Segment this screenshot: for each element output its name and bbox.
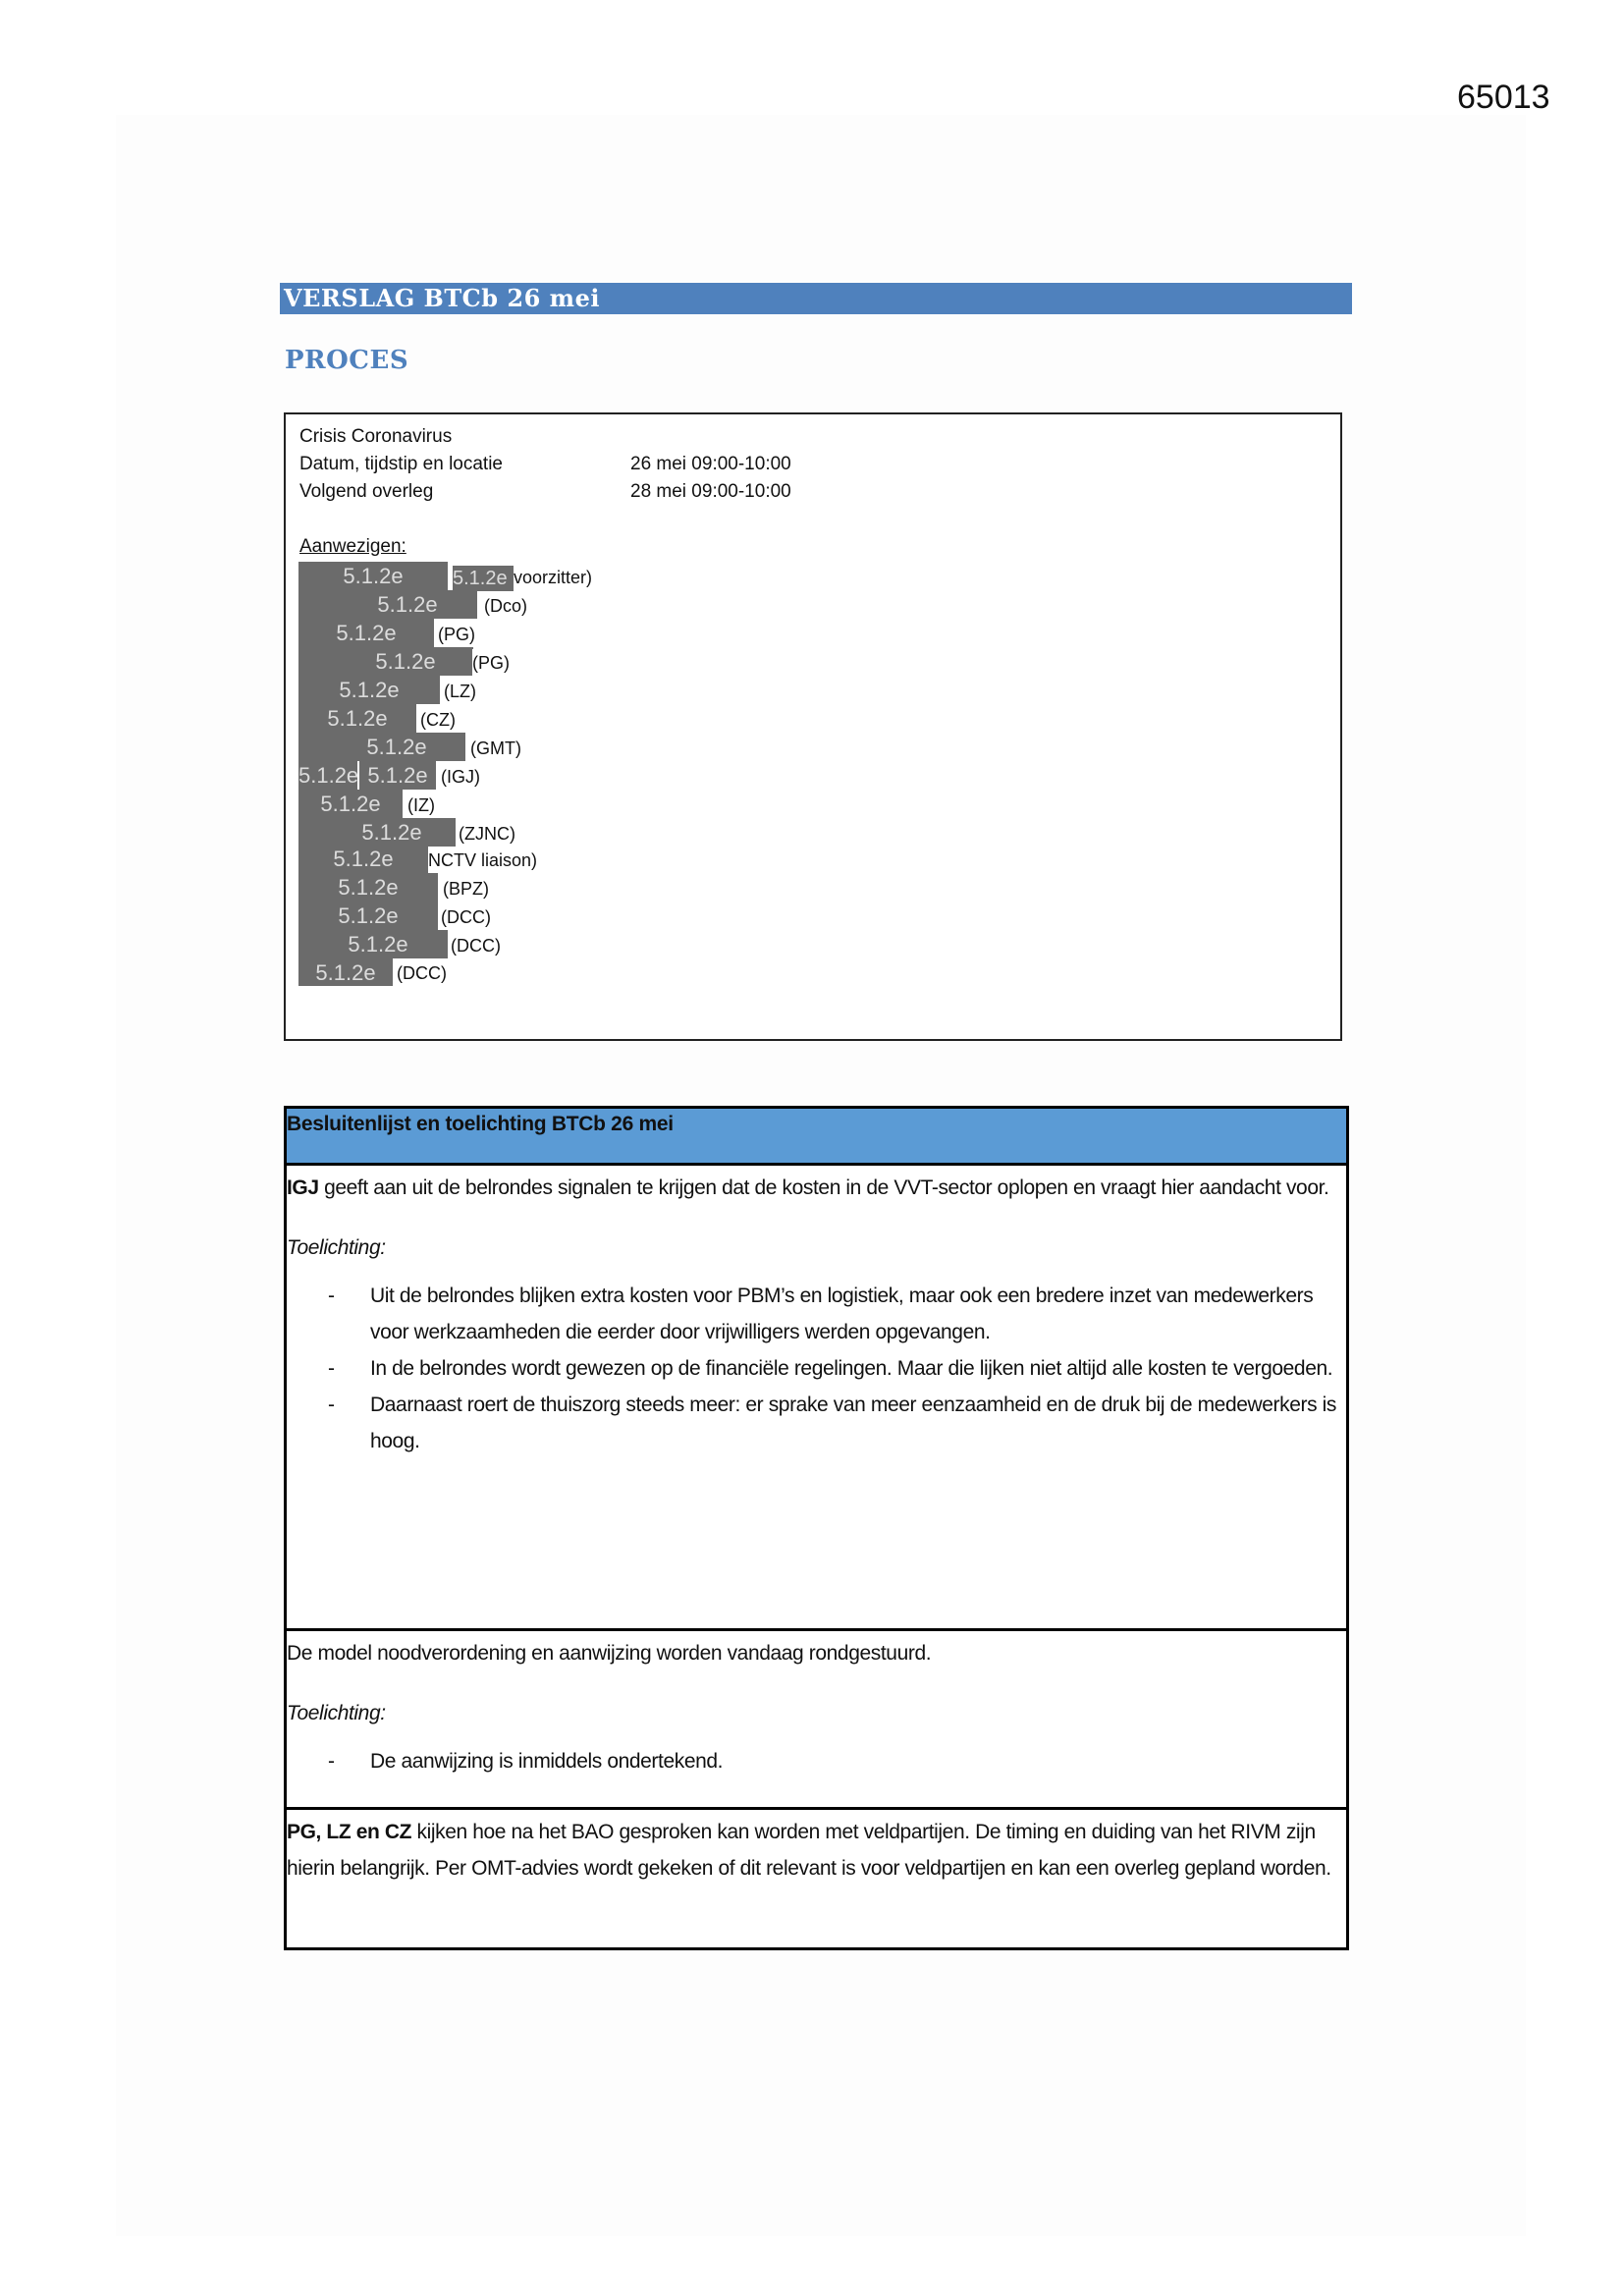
redacted-name: 5.1.2e [298,704,416,733]
date-value: 26 mei 09:00-10:00 [630,454,791,474]
explanation-label: Toelichting: [287,1702,386,1724]
explanation-label: Toelichting: [287,1236,386,1259]
decision-row [287,1166,1346,1631]
explanation-list [287,1743,1338,1779]
redacted-name: 5.1.2e [298,733,465,761]
bullet-dash: - [328,1750,335,1773]
redacted-name: 5.1.2e [298,590,477,619]
decision-lead: PG, LZ en CZ [287,1821,412,1843]
attendee-role: (PG) [438,621,475,649]
decision-row [287,1631,1346,1810]
redacted-name: 5.1.2e [298,902,438,930]
attendee-role: (PG) [472,649,510,678]
decision-body: geeft aan uit de belrondes signalen te krijgen dat de kosten in de VVT-sector oplopen en vraagt hier aandacht voor. [318,1176,1329,1199]
attendee-role: (DCC) [397,959,447,988]
date-label: Datum, tijdstip en locatie [299,454,503,474]
attendee-role: (GMT) [470,735,521,763]
decision-lead: IGJ [287,1176,319,1199]
redacted-name: 5.1.2e [298,619,434,647]
explanation-item [287,1387,1338,1459]
redacted-name: 5.1.2e [298,818,456,847]
decision-row [287,1810,1346,1947]
bullet-dash: - [328,1285,335,1307]
explanation-list [287,1278,1338,1459]
redacted-name: 5.1.2e [298,958,393,986]
decisions-table [284,1106,1349,1950]
report-title-bar: VERSLAG BTCb 26 mei [280,283,1352,314]
document-number: 65013 [1457,79,1550,116]
attendee-role: NCTV liaison) [428,847,537,875]
decision-body: De model noodverordening en aanwijzing worden vandaag rondgestuurd. [287,1642,932,1665]
attendee-role: (DCC) [451,932,501,960]
explanation-text: In de belrondes wordt gewezen op de financiële regelingen. Maar die lijken niet altijd alle kosten te vergoeden. [370,1357,1333,1380]
redacted-name: 5.1.2e [298,790,403,818]
section-heading-proces: PROCES [285,346,409,375]
attendee-role: (LZ) [444,678,476,706]
attendee-role: (Dco) [484,592,527,621]
redacted-name: 5.1.2e [298,930,448,958]
decision-body: kijken hoe na het BAO gesproken kan worden met veldpartijen. De timing en duiding van het RIVM zijn hierin belangrijk. Per OMT-advies wordt gekeken of dit relevant is voor veldpartijen en kan een overleg gepland worden. [287,1821,1331,1880]
redacted-name: 5.1.2e [453,566,514,591]
explanation-item [287,1743,1338,1779]
explanation-item [287,1350,1338,1387]
attendee-role: (DCC) [441,903,491,932]
decisions-table-header: Besluitenlijst en toelichting BTCb 26 mei [287,1109,1346,1166]
explanation-text: Uit de belrondes blijken extra kosten voor PBM’s en logistiek, maar ook een bredere inzet van medewerkers voor werkzaamheden die eerder door vrijwilligers werden opgevangen. [370,1285,1314,1343]
redacted-name: 5.1.2e [298,676,440,704]
explanation-text: De aanwijzing is inmiddels ondertekend. [370,1750,724,1773]
attendee-role: (IGJ) [441,763,480,792]
attendee-role: (BPZ) [443,875,489,903]
decision-text [287,1635,1338,1671]
redacted-name: 5.1.2e [298,562,448,590]
explanation-item [287,1278,1338,1350]
attendee-role: (ZJNC) [459,820,515,848]
attendee-role: (IZ) [407,792,435,820]
next-meeting-label: Volgend overleg [299,481,434,502]
attendee-role: voorzitter) [514,564,592,592]
attendee-role: (CZ) [420,706,456,735]
crisis-name: Crisis Coronavirus [299,426,453,447]
redacted-name: 5.1.2e [298,763,359,788]
proces-info-box [284,412,1342,1041]
bullet-dash: - [328,1357,335,1380]
redacted-name: 5.1.2e [298,647,473,676]
redacted-name: 5.1.2e [298,845,428,873]
bullet-dash: - [328,1394,335,1416]
redacted-name: 5.1.2e [359,761,436,790]
next-meeting-value: 28 mei 09:00-10:00 [630,481,791,502]
redacted-name: 5.1.2e [298,873,438,902]
attendees-label: Aanwezigen: [299,536,406,557]
explanation-text: Daarnaast roert de thuiszorg steeds meer: er sprake van meer eenzaamheid en de druk bij de medewerkers is hoog. [370,1394,1337,1452]
decision-text [287,1814,1338,1886]
decision-text [287,1170,1338,1206]
